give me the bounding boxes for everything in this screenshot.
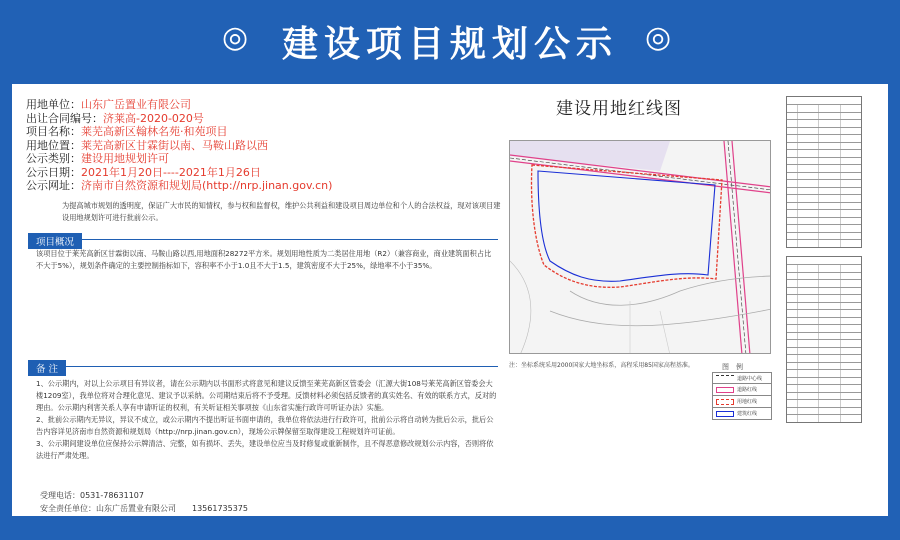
table-row (787, 172, 861, 180)
table-cell (840, 408, 861, 415)
map-title: 建设用地红线图 (556, 99, 682, 119)
table-cell (818, 233, 839, 240)
table-cell (840, 378, 861, 385)
table-row (787, 347, 861, 355)
table-cell (818, 385, 839, 392)
table-cell (787, 188, 797, 195)
table-cell (797, 355, 818, 362)
table-cell (787, 408, 797, 415)
coordinate-note: 注：坐标系统采用2000国家大地坐标系，高程采用85国家高程基准。 (509, 362, 694, 369)
table-cell (797, 165, 818, 172)
table-cell (797, 303, 818, 310)
table-cell (797, 135, 818, 142)
table-cell (787, 295, 797, 302)
legend-item (712, 372, 772, 384)
table-cell (797, 400, 818, 407)
supervisor-text: 监制：莱芜高新区管委会 (654, 492, 875, 514)
table-row (787, 142, 861, 150)
table-header (787, 97, 861, 104)
table-row (787, 164, 861, 172)
table-row (787, 332, 861, 340)
table-row (787, 407, 861, 415)
table-cell (797, 210, 818, 217)
info-value: 济莱高-2020-020号 (103, 111, 204, 125)
table-cell (818, 180, 839, 187)
table-header (787, 257, 861, 264)
table-cell (797, 280, 818, 287)
table-cell (797, 128, 818, 135)
table-cell (787, 203, 797, 210)
table-cell (797, 310, 818, 317)
table-row (787, 239, 861, 247)
table-cell (840, 143, 861, 150)
table-row (787, 232, 861, 240)
table-cell (787, 348, 797, 355)
table-cell (797, 393, 818, 400)
table-cell (818, 240, 839, 247)
table-row (787, 384, 861, 392)
table-cell (840, 120, 861, 127)
table-row (787, 399, 861, 407)
table-cell (797, 180, 818, 187)
table-cell (797, 415, 818, 422)
table-cell (840, 203, 861, 210)
table-cell (818, 165, 839, 172)
table-cell (818, 143, 839, 150)
legend-label: 用地红线 (737, 399, 758, 405)
contact-phone: 受理电话：0531-78631107 (40, 491, 144, 500)
table-cell (787, 340, 797, 347)
table-cell (818, 120, 839, 127)
legend-item (712, 384, 772, 396)
table-cell (787, 310, 797, 317)
legend-item (712, 408, 772, 420)
table-cell (797, 408, 818, 415)
table-cell (840, 135, 861, 142)
info-key: 出让合同编号： (26, 111, 103, 125)
header (0, 0, 900, 82)
table-cell (787, 393, 797, 400)
table-cell (818, 280, 839, 287)
table-cell (840, 188, 861, 195)
table-cell (818, 210, 839, 217)
table-cell (818, 355, 839, 362)
table-cell (787, 180, 797, 187)
table-cell (797, 225, 818, 232)
table-cell (840, 303, 861, 310)
table-cell (818, 295, 839, 302)
table-cell (787, 265, 797, 272)
table-cell (787, 128, 797, 135)
table-row (787, 202, 861, 210)
table-cell (797, 295, 818, 302)
table-cell (787, 120, 797, 127)
table-cell (840, 113, 861, 120)
table-row (787, 369, 861, 377)
table-cell (840, 355, 861, 362)
info-key: 项目名称： (26, 125, 81, 138)
table-cell (787, 400, 797, 407)
page-title: 建设项目规划公示 (281, 24, 618, 65)
info-key: 用地位置： (26, 138, 81, 152)
table-cell (818, 318, 839, 325)
table-cell (787, 333, 797, 340)
table-cell (840, 288, 861, 295)
legend-item (712, 396, 772, 408)
table-cell (840, 128, 861, 135)
table-cell (787, 325, 797, 332)
table-row (787, 362, 861, 370)
table-cell (787, 233, 797, 240)
table-cell (787, 280, 797, 287)
circle-mark-icon: ◎ (645, 20, 672, 55)
table-row (787, 194, 861, 202)
table-row (787, 294, 861, 302)
info-key: 用地单位： (26, 98, 81, 111)
table-row (787, 187, 861, 195)
table-cell (818, 325, 839, 332)
info-value: 济南市自然资源和规划局(http://nrp.jinan.gov.cn) (81, 179, 333, 192)
table-cell (840, 240, 861, 247)
table-cell (840, 385, 861, 392)
coordinate-table-2 (786, 256, 862, 423)
table-cell (797, 233, 818, 240)
table-cell (787, 218, 797, 225)
table-row (787, 272, 861, 280)
table-row (787, 112, 861, 120)
info-value: 2021年1月20日----2021年1月26日 (81, 165, 261, 179)
table-cell (797, 105, 818, 112)
road-red-swatch (716, 387, 734, 393)
info-row (26, 166, 496, 180)
table-cell (797, 348, 818, 355)
site-map (509, 140, 771, 354)
table-cell (840, 348, 861, 355)
table-row (787, 157, 861, 165)
table-cell (840, 363, 861, 370)
legend-label: 道路红线 (737, 387, 758, 393)
table-cell (840, 310, 861, 317)
info-row (26, 152, 496, 166)
remarks-list (36, 378, 498, 462)
table-cell (840, 295, 861, 302)
overview-text: 该项目位于莱芜高新区甘霖街以南、马鞍山路以西,用地面积28272平方米。规划用地性质为二类居住用地（R2）（兼容商业，商业建筑面积占比不大于5%），规划条件确定的主要控制指标如下，容积率不小于1.0且不大于1.5，建筑密度不大于25%，绿地率不小于35%。 (36, 249, 492, 270)
table-cell (787, 318, 797, 325)
info-key: 公示日期： (26, 165, 81, 179)
table-cell (840, 370, 861, 377)
legend-title: 图 例 (722, 363, 743, 371)
table-cell (818, 218, 839, 225)
table-cell (797, 370, 818, 377)
table-cell (818, 173, 839, 180)
table-cell (797, 158, 818, 165)
table-cell (840, 265, 861, 272)
table-cell (818, 150, 839, 157)
table-row (787, 104, 861, 112)
table-cell (818, 378, 839, 385)
table-cell (818, 225, 839, 232)
table-cell (797, 188, 818, 195)
table-row (787, 302, 861, 310)
table-cell (787, 273, 797, 280)
table-cell (797, 363, 818, 370)
table-cell (840, 225, 861, 232)
table-row (787, 264, 861, 272)
table-cell (787, 370, 797, 377)
table-row (787, 309, 861, 317)
project-info (26, 98, 496, 193)
table-cell (818, 188, 839, 195)
table-row (787, 354, 861, 362)
table-cell (818, 195, 839, 202)
map-legend (712, 372, 772, 420)
table-cell (818, 370, 839, 377)
table-cell (797, 203, 818, 210)
table-cell (818, 393, 839, 400)
divider (28, 366, 498, 367)
table-cell (840, 165, 861, 172)
info-value: 建设用地规划许可 (81, 152, 169, 165)
info-value: 山东广岳置业有限公司 (81, 98, 191, 111)
table-cell (818, 408, 839, 415)
table-cell (787, 113, 797, 120)
legend-label: 道路中心线 (737, 375, 763, 382)
table-cell (818, 288, 839, 295)
land-red-swatch (716, 399, 734, 405)
table-cell (787, 378, 797, 385)
table-cell (818, 128, 839, 135)
info-row (26, 179, 496, 193)
table-cell (840, 210, 861, 217)
table-cell (818, 363, 839, 370)
table-cell (787, 225, 797, 232)
table-cell (818, 135, 839, 142)
table-cell (797, 173, 818, 180)
table-cell (818, 158, 839, 165)
table-cell (797, 288, 818, 295)
table-cell (787, 355, 797, 362)
contact-safety: 安全责任单位：山东广岳置业有限公司 13561735375 (40, 504, 248, 513)
table-cell (797, 240, 818, 247)
info-key: 公示网址： (26, 179, 81, 192)
table-cell (797, 150, 818, 157)
table-cell (818, 348, 839, 355)
table-cell (797, 265, 818, 272)
table-cell (787, 210, 797, 217)
table-cell (840, 180, 861, 187)
info-value: 莱芜高新区甘霖街以南、马鞍山路以西 (81, 138, 268, 152)
table-row (787, 279, 861, 287)
table-cell (797, 340, 818, 347)
overview-label: 项目概况 (28, 233, 82, 249)
info-row (26, 98, 496, 112)
table-cell (787, 195, 797, 202)
table-cell (797, 143, 818, 150)
table-cell (787, 385, 797, 392)
coordinate-table-1 (786, 96, 862, 248)
table-cell (818, 303, 839, 310)
table-row (787, 287, 861, 295)
table-cell (797, 325, 818, 332)
table-cell (840, 325, 861, 332)
table-cell (797, 218, 818, 225)
table-cell (818, 265, 839, 272)
table-row (787, 317, 861, 325)
table-cell (840, 105, 861, 112)
table-cell (797, 385, 818, 392)
table-cell (840, 400, 861, 407)
table-cell (797, 120, 818, 127)
table-cell (797, 333, 818, 340)
info-row (26, 125, 496, 139)
site-map-graphic (510, 141, 771, 354)
table-cell (840, 333, 861, 340)
table-cell (840, 280, 861, 287)
table-cell (818, 415, 839, 422)
remark-item: 1、公示期内，对以上公示项目有异议者，请在公示期内以书面形式将意见和建议反馈至莱芜高新区管委会（汇源大街108号莱芜高新区管委会大楼1209室），我单位将对合理化意见、建议予以采纳。公司期结束后将不予受理。反馈材料必须包括反馈者的真实姓名、有效的联系方式，反对的理由。公示期内利害关系人享有申请听证的权利，有关听证相关事项按《山东省实施行政许可听证办法》实施。 (36, 379, 497, 412)
table-cell (797, 195, 818, 202)
table-cell (840, 150, 861, 157)
table-cell (818, 203, 839, 210)
table-cell (797, 113, 818, 120)
table-cell (840, 318, 861, 325)
remark-item: 3、公示期间建设单位应保持公示牌清洁、完整，如有损坏、丢失，建设单位应当及时修复或重新制作，且不得恶意修改规划公示内容，否则将依法进行严肃处理。 (36, 439, 494, 460)
info-value: 莱芜高新区翰林名苑·和苑项目 (81, 125, 228, 138)
table-row (787, 224, 861, 232)
table-cell (787, 165, 797, 172)
info-row (26, 112, 496, 126)
table-cell (787, 363, 797, 370)
table-cell (818, 310, 839, 317)
table-cell (818, 105, 839, 112)
remark-item: 2、批前公示期内无异议，异议不成立，或公示期内不提出听证书面申请的，我单位将依法进行行政许可，批前公示将自动转为批后公示，批后公告内容详见济南市自然资源和规划局（http://nrp.jinan.gov.cn），现场公示牌保留至取得建设工程规划许可证前。 (36, 415, 494, 436)
table-cell (787, 288, 797, 295)
table-cell (787, 150, 797, 157)
legend-label: 建筑红线 (737, 411, 758, 417)
table-cell (787, 240, 797, 247)
table-row (787, 339, 861, 347)
table-cell (787, 303, 797, 310)
table-cell (840, 415, 861, 422)
info-row (26, 139, 496, 153)
table-cell (840, 393, 861, 400)
table-cell (840, 173, 861, 180)
table-row (787, 127, 861, 135)
table-cell (840, 340, 861, 347)
table-cell (840, 218, 861, 225)
table-cell (818, 340, 839, 347)
table-cell (818, 400, 839, 407)
table-cell (797, 318, 818, 325)
table-row (787, 324, 861, 332)
table-cell (840, 158, 861, 165)
circle-mark-icon: ◎ (222, 20, 249, 55)
table-cell (787, 415, 797, 422)
table-cell (818, 273, 839, 280)
table-row (787, 377, 861, 385)
table-cell (840, 273, 861, 280)
table-cell (787, 173, 797, 180)
remarks-label: 备 注 (28, 360, 66, 376)
table-cell (787, 135, 797, 142)
table-cell (787, 105, 797, 112)
info-key: 公示类别： (26, 152, 81, 165)
table-row (787, 179, 861, 187)
table-row (787, 149, 861, 157)
table-cell (797, 273, 818, 280)
intro-text: 为提高城市规划的透明度，保证广大市民的知情权，参与权和监督权，维护公共利益和建设项目周边单位和个人的合法权益，现对该项目建设用地规划许可进行批前公示。 (62, 201, 501, 222)
table-row (787, 134, 861, 142)
divider (28, 239, 498, 240)
table-cell (840, 233, 861, 240)
building-red-swatch (716, 411, 734, 417)
table-row (787, 217, 861, 225)
table-row (787, 209, 861, 217)
road-center-swatch (716, 375, 734, 381)
table-cell (787, 158, 797, 165)
table-row (787, 119, 861, 127)
table-row (787, 392, 861, 400)
table-cell (797, 378, 818, 385)
table-cell (818, 333, 839, 340)
table-cell (818, 113, 839, 120)
table-cell (787, 143, 797, 150)
table-cell (840, 195, 861, 202)
table-row (787, 414, 861, 422)
